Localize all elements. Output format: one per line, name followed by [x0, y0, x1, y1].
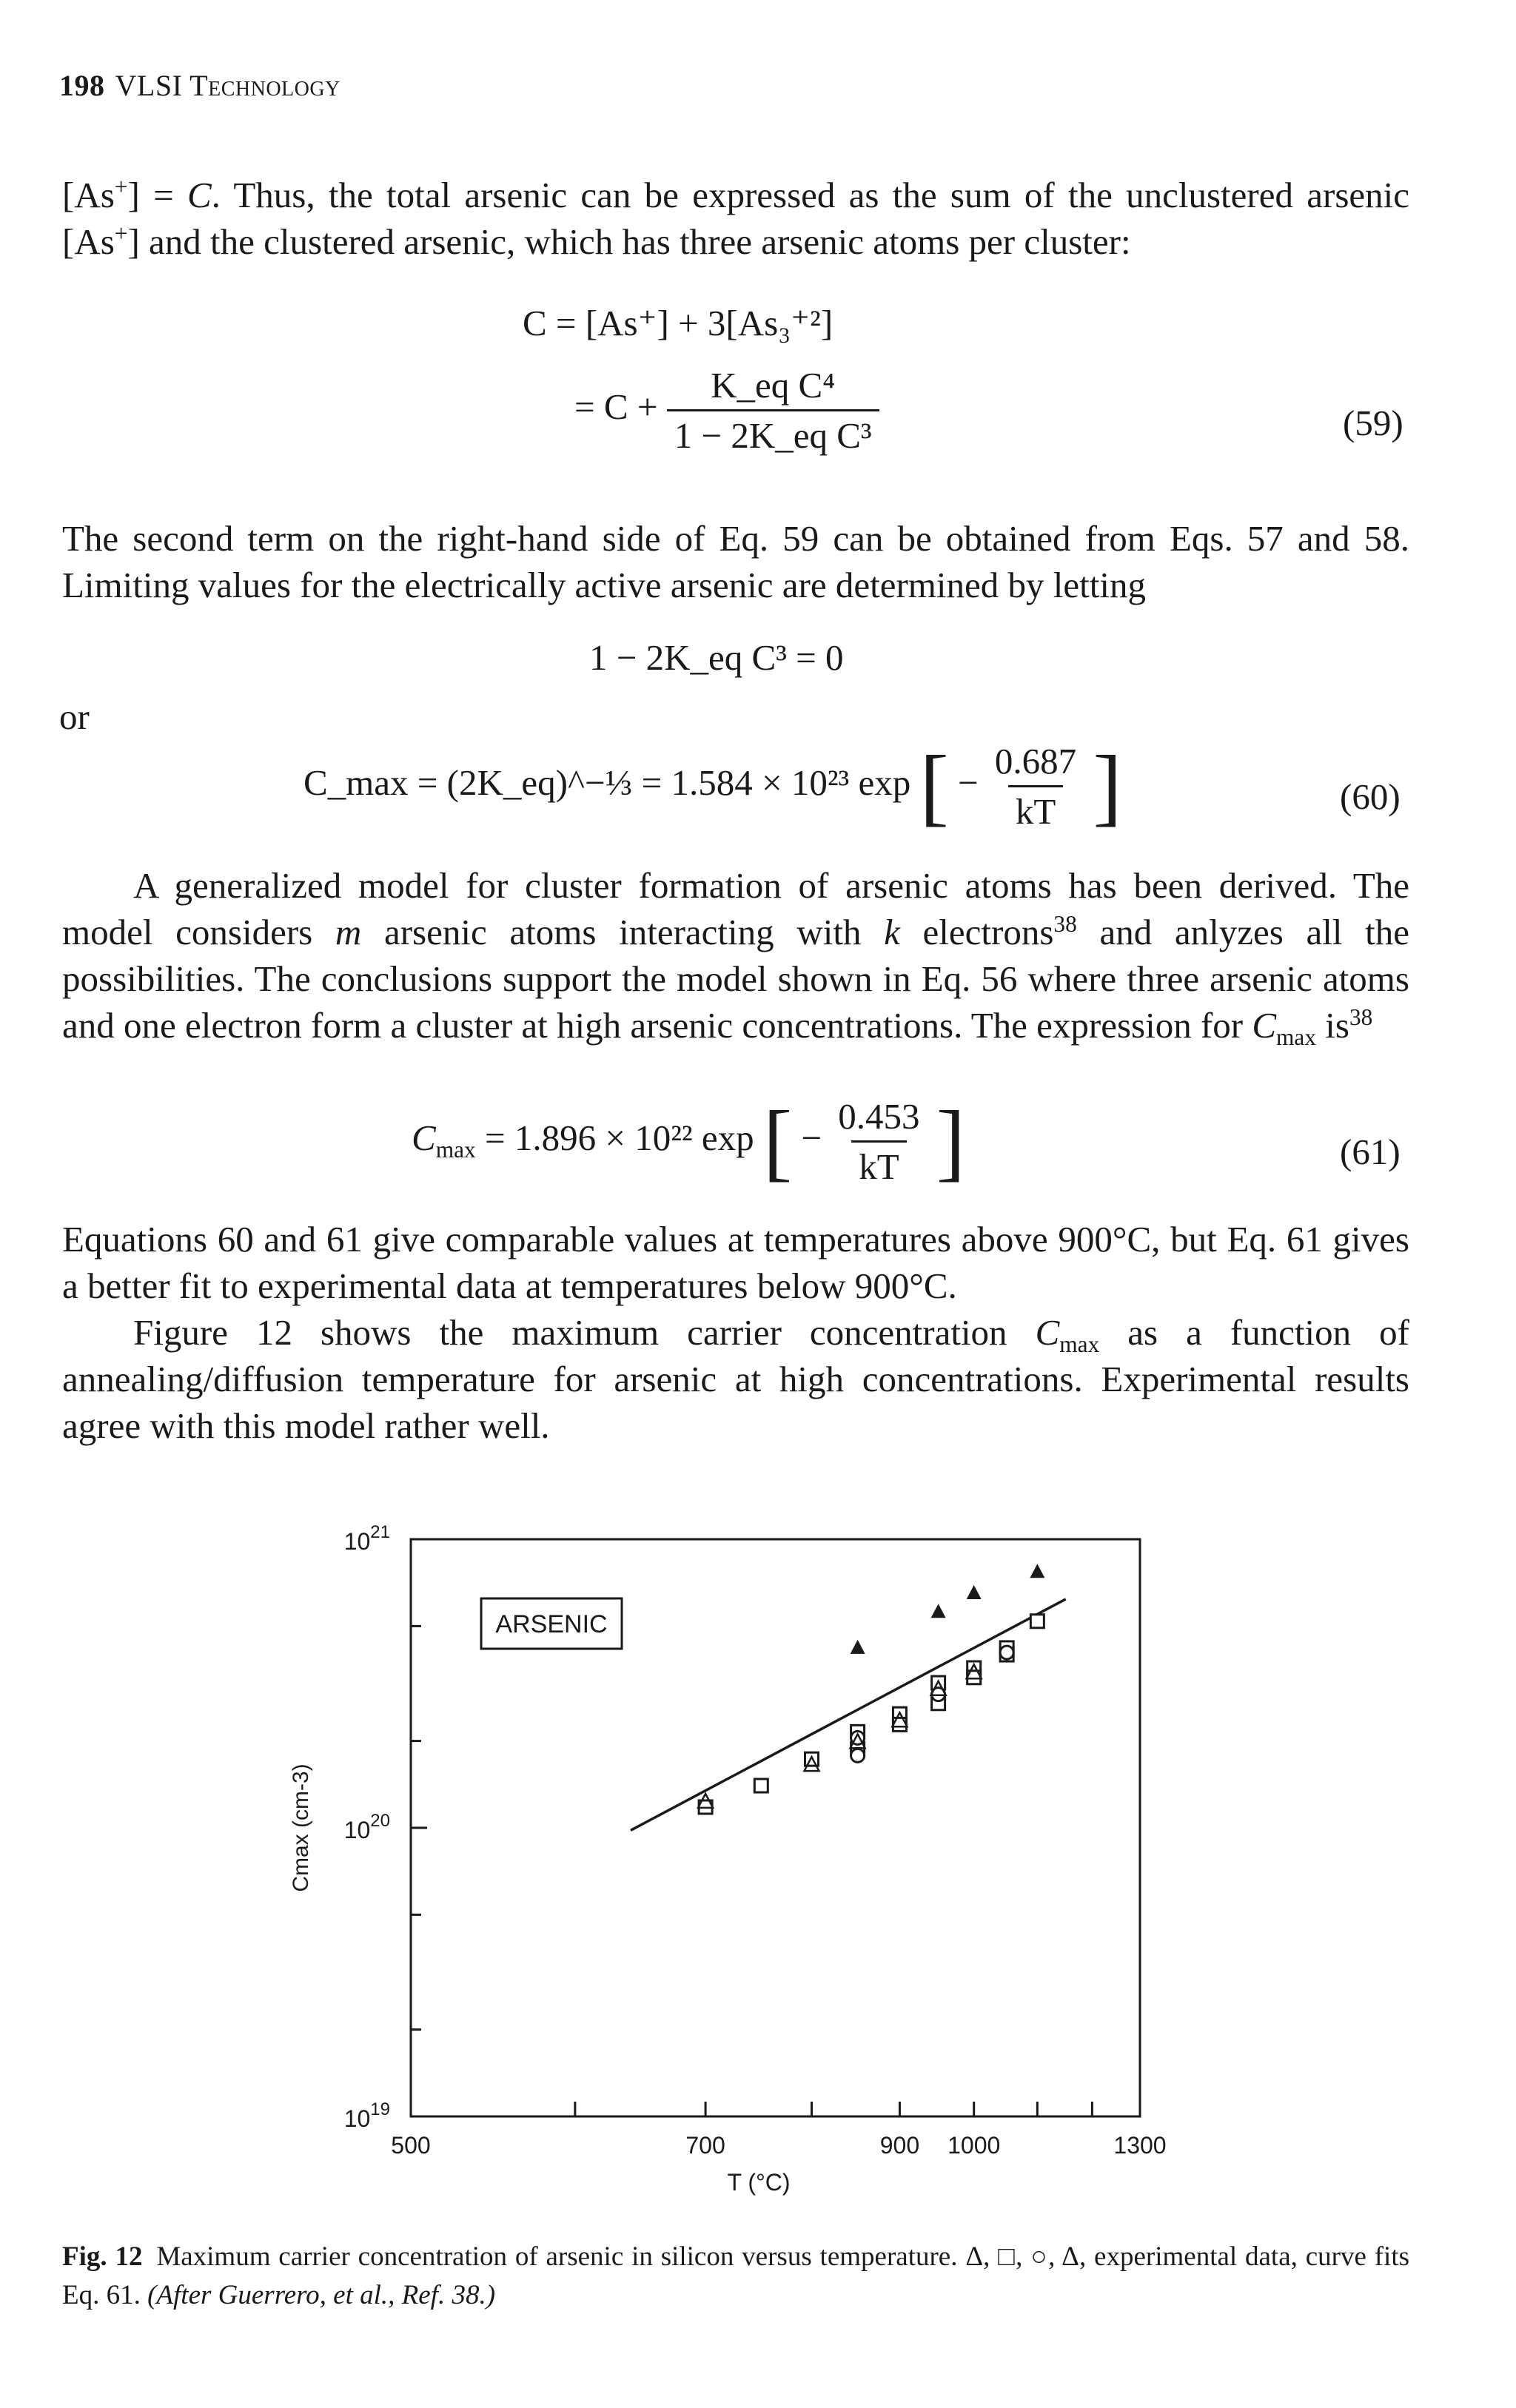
equation-limit: 1 − 2K_eq C³ = 0 [589, 637, 844, 678]
chart-svg [274, 1510, 1207, 2205]
filled-triangle-marker [931, 1604, 946, 1618]
text-fragment: electrons [899, 912, 1054, 952]
page-number: 198 [59, 69, 105, 102]
y-axis-label: Cmax (cm-3) [289, 1763, 313, 1892]
text-fragment: . Thus, the total arsenic can be expressed as the sum of the unclustered arsenic [As [62, 175, 1410, 262]
square-marker [1030, 1615, 1044, 1628]
numerator: 0.687 [994, 741, 1077, 781]
x-axis-label: T (°C) [727, 2169, 791, 2196]
y-tick-label: $10^{21}$ [343, 1522, 390, 1555]
y-tick-exponent: 20 [370, 1811, 390, 1831]
right-bracket: ] [936, 1092, 966, 1190]
x-tick-label: 1300 [1113, 2132, 1167, 2159]
paragraph-3 [62, 862, 1409, 1049]
subscript: max [1276, 1024, 1317, 1051]
left-bracket: [ [919, 737, 949, 835]
x-tick-label: 500 [391, 2132, 431, 2159]
variable-c: C [1035, 1312, 1060, 1353]
minus-sign: − [801, 1117, 822, 1158]
variable-m: m [335, 912, 362, 952]
subscript: max [1059, 1331, 1100, 1358]
legend-label: ARSENIC [495, 1610, 608, 1638]
equation-number-61: (61) [1340, 1131, 1401, 1172]
fraction [667, 364, 879, 457]
variable-k: k [884, 912, 900, 952]
fraction [831, 1095, 927, 1188]
equation-59-line-2 [574, 364, 879, 457]
fit-curve-group [631, 1599, 1066, 1830]
running-head [59, 68, 341, 103]
circle-marker [1000, 1646, 1013, 1659]
equation-number-60: (60) [1340, 776, 1401, 817]
text-fragment: is [1316, 1005, 1349, 1046]
text-fragment: Figure 12 shows the maximum carrier concentration [133, 1312, 1036, 1353]
text-fragment: ] and the clustered arsenic, which has three arsenic atoms per cluster: [127, 221, 1131, 262]
left-bracket: [ [762, 1092, 793, 1190]
text-fragment: arsenic atoms interacting with [361, 912, 885, 952]
variable-c: C [187, 175, 212, 215]
square-marker [805, 1752, 818, 1766]
y-tick-label: $10^{20}$ [343, 1811, 390, 1843]
text-fragment: and anlyzes all the possibilities. The conclusions support the model shown in Eq. 56 where three arsenic atoms and one electron form a cluster at high arsenic concentrations. The expression for [62, 912, 1410, 1046]
denominator: 1 − 2K_eq C³ [667, 409, 879, 457]
equation-60 [303, 737, 1122, 835]
legend-box [481, 1598, 622, 1649]
text-fragment: as a function of annealing/diffusion temperature for arsenic at high concentrations. Experimental results agree with this model rather well. [62, 1312, 1409, 1446]
caption-text: Maximum carrier concentration of arsenic in silicon versus temperature. Δ, □, ○, Δ, experimental data, curve fits Eq. 61. [62, 2241, 1409, 2310]
equation-61 [412, 1092, 966, 1190]
denominator: kT [1008, 785, 1063, 833]
text-fragment: ] = [127, 175, 187, 215]
figure-caption [62, 2238, 1409, 2315]
figure-12-chart [274, 1510, 1207, 2209]
numerator: 0.453 [838, 1096, 920, 1137]
equation-59-line-1: C = [As⁺] + 3[As₃⁺²] [523, 303, 834, 343]
filled-triangle-marker [1030, 1564, 1044, 1578]
superscript: + [114, 220, 128, 246]
data-markers [698, 1564, 1044, 1814]
circle-marker [851, 1749, 865, 1762]
or-word: or [59, 696, 90, 737]
fit-curve [631, 1599, 1066, 1830]
minus-sign: − [958, 761, 979, 803]
equation-lhs: C_max = (2K_eq)^−⅓ = 1.584 × 10²³ exp [303, 761, 911, 803]
paragraph-2: The second term on the right-hand side of Eq. 59 can be obtained from Eqs. 57 and 58. Limiting values for the electrically active arsenic are determined by letting [62, 518, 1409, 605]
y-tick-exponent: 19 [370, 2099, 390, 2119]
paragraph-4: Equations 60 and 61 give comparable values at temperatures above 900°C, but Eq. 61 gives a better fit to experimental data at temperatures below 900°C. [62, 1219, 1409, 1306]
variable-c: C [412, 1117, 436, 1158]
paragraph-5 [62, 1309, 1409, 1449]
square-marker [754, 1779, 768, 1792]
fraction [987, 740, 1084, 833]
filled-triangle-marker [851, 1640, 865, 1654]
book-title: VLSI Technology [115, 69, 341, 102]
y-tick-label: $10^{19}$ [343, 2099, 390, 2132]
superscript: + [114, 173, 128, 200]
filled-triangle-marker [967, 1585, 982, 1599]
denominator: kT [851, 1140, 906, 1188]
caption-label: Fig. 12 [62, 2241, 143, 2272]
right-bracket: ] [1093, 737, 1122, 835]
x-tick-label: 900 [879, 2132, 920, 2159]
y-tick-exponent: 21 [370, 1522, 390, 1542]
text-fragment: [As [62, 175, 115, 215]
equation-rhs: = 1.896 × 10²² exp [484, 1117, 754, 1158]
x-tick-label: 1000 [948, 2132, 1001, 2159]
equation-prefix: = C + [574, 386, 658, 427]
reference-superscript: 38 [1349, 1003, 1373, 1030]
numerator: K_eq C⁴ [711, 365, 836, 406]
subscript: max [435, 1136, 476, 1163]
caption-source: (After Guerrero, et al., Ref. 38.) [147, 2280, 496, 2310]
text-fragment: A generalized model for cluster formation of arsenic atoms has been derived. The model considers [62, 865, 1409, 952]
reference-superscript: 38 [1053, 910, 1077, 937]
paragraph-1 [62, 172, 1409, 265]
variable-c: C [1252, 1005, 1277, 1046]
x-tick-label: 700 [685, 2132, 725, 2159]
equation-number-59: (59) [1343, 403, 1403, 443]
